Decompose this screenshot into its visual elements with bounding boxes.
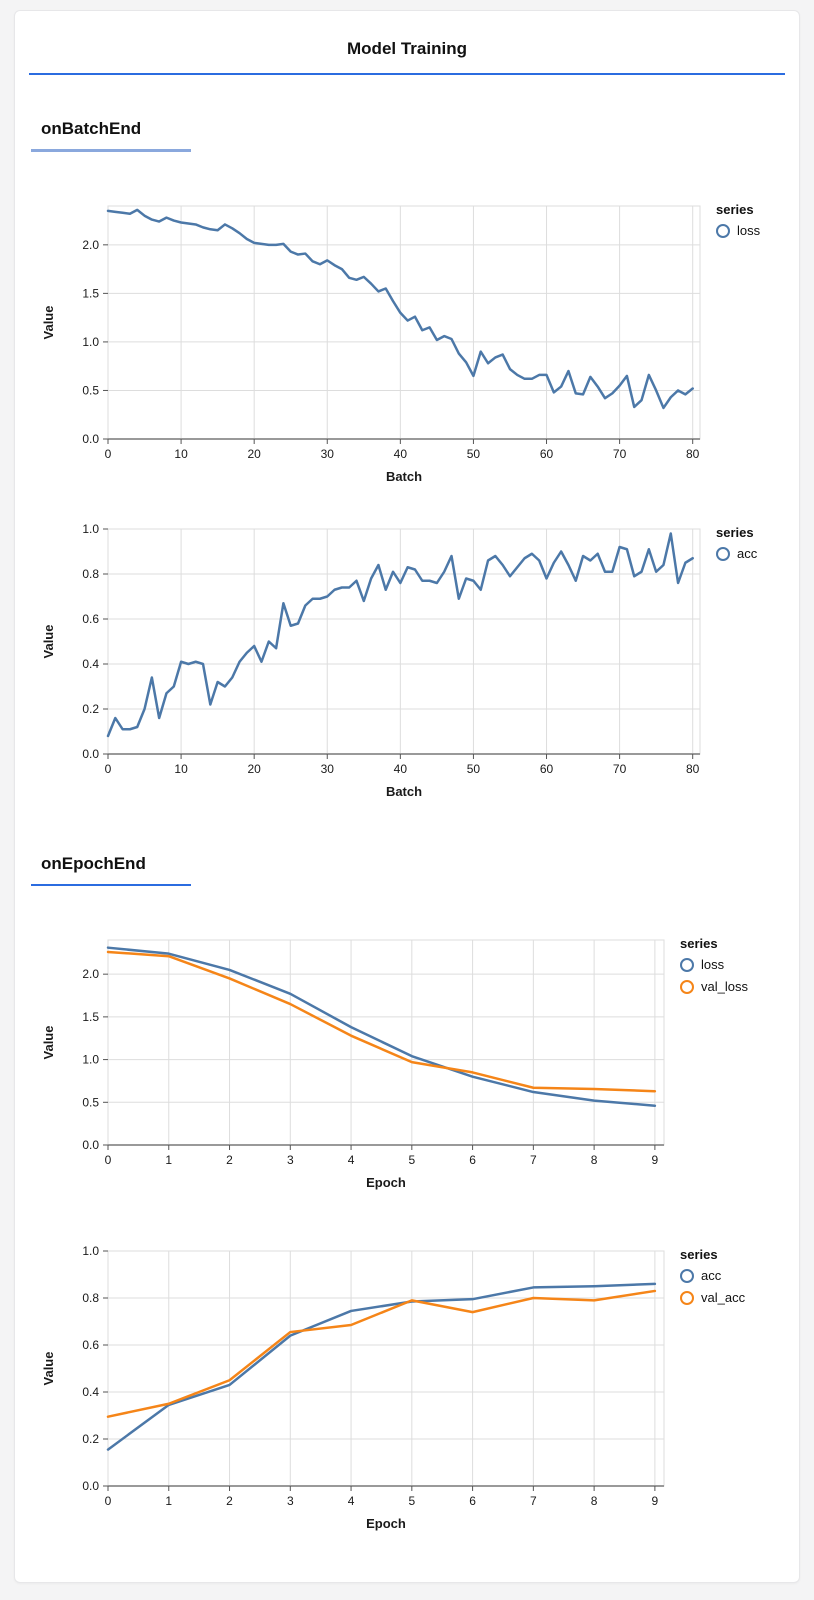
x-tick-label: 30 bbox=[320, 447, 334, 461]
chart-epoch-acc bbox=[23, 1237, 791, 1542]
y-tick-label: 0.5 bbox=[82, 1095, 99, 1110]
y-tick-label: 0.0 bbox=[82, 1479, 99, 1493]
y-tick-label: 0.4 bbox=[82, 1385, 99, 1399]
x-axis bbox=[105, 1145, 659, 1167]
series-line-acc bbox=[108, 1284, 655, 1450]
y-tick-label: 2.0 bbox=[82, 237, 99, 252]
legend-label: val_acc bbox=[701, 1290, 746, 1305]
section-title-onEpochEnd: onEpochEnd bbox=[41, 854, 146, 873]
legend-item-acc bbox=[716, 546, 757, 561]
grid-lines bbox=[108, 529, 700, 754]
y-axis bbox=[82, 238, 108, 446]
y-tick-label: 0.0 bbox=[82, 747, 99, 761]
x-tick-label: 80 bbox=[686, 762, 700, 776]
y-axis bbox=[82, 967, 108, 1152]
section-underline-onBatchEnd bbox=[31, 149, 191, 152]
grid-lines bbox=[108, 206, 700, 439]
y-axis-title: Value bbox=[41, 624, 56, 659]
y-tick-label: 1.0 bbox=[82, 334, 99, 349]
chart-epoch-loss-legend bbox=[680, 936, 748, 1001]
y-tick-label: 0.2 bbox=[82, 702, 99, 716]
y-tick-label: 1.0 bbox=[82, 522, 99, 536]
x-tick-label: 5 bbox=[408, 1494, 416, 1508]
x-tick-label: 1 bbox=[165, 1494, 173, 1508]
y-tick-label: 0.6 bbox=[82, 1338, 99, 1352]
chart-batch-loss-legend bbox=[716, 202, 760, 245]
legend-title: series bbox=[716, 202, 754, 217]
y-tick-label: 0.5 bbox=[82, 383, 99, 398]
x-axis bbox=[105, 754, 700, 776]
legend-label: loss bbox=[701, 957, 725, 972]
x-axis-title: Batch bbox=[385, 469, 423, 484]
chart-epoch-acc-plot bbox=[23, 1237, 674, 1542]
section-underline-onEpochEnd bbox=[31, 884, 191, 886]
chart-batch-loss bbox=[23, 192, 791, 495]
legend-item-val_loss bbox=[680, 979, 748, 994]
section-onEpochEnd bbox=[23, 854, 791, 1542]
x-tick-label: 2 bbox=[226, 1494, 233, 1508]
x-tick-label: 6 bbox=[469, 1153, 476, 1167]
section-onBatchEnd bbox=[23, 119, 791, 810]
chart-batch-acc bbox=[23, 515, 791, 810]
x-tick-label: 7 bbox=[530, 1494, 537, 1508]
legend-item-val_acc bbox=[680, 1290, 745, 1305]
x-axis-title: Epoch bbox=[366, 1516, 406, 1531]
x-tick-label: 70 bbox=[612, 762, 627, 776]
x-tick-label: 50 bbox=[466, 762, 481, 776]
x-tick-label: 80 bbox=[686, 447, 700, 461]
x-tick-label: 40 bbox=[393, 447, 408, 461]
x-tick-label: 0 bbox=[104, 1494, 112, 1508]
page-title: Model Training bbox=[347, 39, 467, 58]
x-tick-label: 4 bbox=[347, 1494, 355, 1508]
chart-epoch-loss bbox=[23, 926, 791, 1201]
x-tick-label: 20 bbox=[247, 762, 261, 776]
legend-ring-icon bbox=[716, 224, 730, 238]
y-axis-title: Value bbox=[41, 1025, 56, 1060]
x-tick-label: 3 bbox=[286, 1494, 294, 1508]
x-tick-label: 2 bbox=[226, 1153, 233, 1167]
plot-border bbox=[108, 206, 700, 439]
x-tick-label: 20 bbox=[247, 447, 261, 461]
legend-item-acc bbox=[680, 1268, 745, 1283]
title-underline bbox=[29, 73, 785, 75]
y-axis-title: Value bbox=[41, 1351, 56, 1386]
x-tick-label: 0 bbox=[104, 762, 112, 776]
x-tick-label: 30 bbox=[320, 762, 334, 776]
legend-label: val_loss bbox=[701, 979, 748, 994]
y-tick-label: 1.5 bbox=[82, 1009, 99, 1024]
y-axis bbox=[82, 522, 108, 761]
chart-batch-loss-plot bbox=[23, 192, 710, 495]
x-tick-label: 60 bbox=[539, 447, 554, 461]
x-tick-label: 9 bbox=[651, 1494, 659, 1508]
legend-ring-icon bbox=[680, 1269, 694, 1283]
legend-ring-icon bbox=[680, 958, 694, 972]
y-axis-title: Value bbox=[41, 305, 56, 340]
x-tick-label: 6 bbox=[469, 1494, 476, 1508]
legend-label: loss bbox=[737, 223, 761, 238]
y-tick-label: 2.0 bbox=[82, 967, 99, 982]
x-axis bbox=[105, 1486, 659, 1508]
x-tick-label: 9 bbox=[651, 1153, 659, 1167]
x-tick-label: 10 bbox=[174, 762, 188, 776]
legend-title: series bbox=[680, 936, 718, 951]
y-tick-label: 0.0 bbox=[82, 1138, 99, 1152]
section-title-onBatchEnd: onBatchEnd bbox=[41, 119, 142, 138]
x-tick-label: 5 bbox=[408, 1153, 416, 1167]
legend-item-loss bbox=[716, 223, 760, 238]
x-tick-label: 0 bbox=[104, 1153, 112, 1167]
y-tick-label: 0.8 bbox=[82, 567, 99, 581]
y-tick-label: 1.5 bbox=[82, 286, 99, 301]
chart-epoch-acc-legend bbox=[680, 1247, 745, 1312]
y-tick-label: 0.6 bbox=[82, 612, 99, 626]
chart-epoch-loss-plot bbox=[23, 926, 674, 1201]
x-axis bbox=[105, 439, 700, 461]
visor-surface-card bbox=[14, 10, 800, 1583]
x-tick-label: 50 bbox=[466, 447, 481, 461]
series-line-loss bbox=[108, 948, 655, 1106]
x-tick-label: 60 bbox=[539, 762, 554, 776]
y-tick-label: 0.4 bbox=[82, 657, 99, 671]
plot-border bbox=[108, 529, 700, 754]
x-tick-label: 8 bbox=[590, 1494, 598, 1508]
y-tick-label: 0.8 bbox=[82, 1291, 99, 1305]
series-line-val_loss bbox=[108, 952, 655, 1091]
x-tick-label: 1 bbox=[165, 1153, 173, 1167]
chart-batch-acc-legend bbox=[716, 525, 757, 568]
legend-label: acc bbox=[701, 1268, 722, 1283]
x-tick-label: 4 bbox=[347, 1153, 355, 1167]
y-axis bbox=[82, 1244, 108, 1493]
y-tick-label: 1.0 bbox=[82, 1244, 99, 1258]
legend-title: series bbox=[680, 1247, 718, 1262]
x-tick-label: 0 bbox=[104, 447, 112, 461]
legend-title: series bbox=[716, 525, 754, 540]
legend-label: acc bbox=[737, 546, 758, 561]
legend-ring-icon bbox=[680, 980, 694, 994]
x-tick-label: 8 bbox=[590, 1153, 598, 1167]
legend-ring-icon bbox=[716, 547, 730, 561]
x-tick-label: 70 bbox=[612, 447, 627, 461]
y-tick-label: 0.2 bbox=[82, 1432, 99, 1446]
x-tick-label: 40 bbox=[393, 762, 408, 776]
chart-batch-acc-plot bbox=[23, 515, 710, 810]
x-axis-title: Batch bbox=[385, 784, 423, 799]
legend-item-loss bbox=[680, 957, 748, 972]
y-tick-label: 0.0 bbox=[82, 432, 99, 446]
y-tick-label: 1.0 bbox=[82, 1052, 99, 1067]
x-axis-title: Epoch bbox=[366, 1175, 406, 1190]
legend-ring-icon bbox=[680, 1291, 694, 1305]
x-tick-label: 10 bbox=[174, 447, 188, 461]
x-tick-label: 3 bbox=[286, 1153, 294, 1167]
x-tick-label: 7 bbox=[530, 1153, 537, 1167]
